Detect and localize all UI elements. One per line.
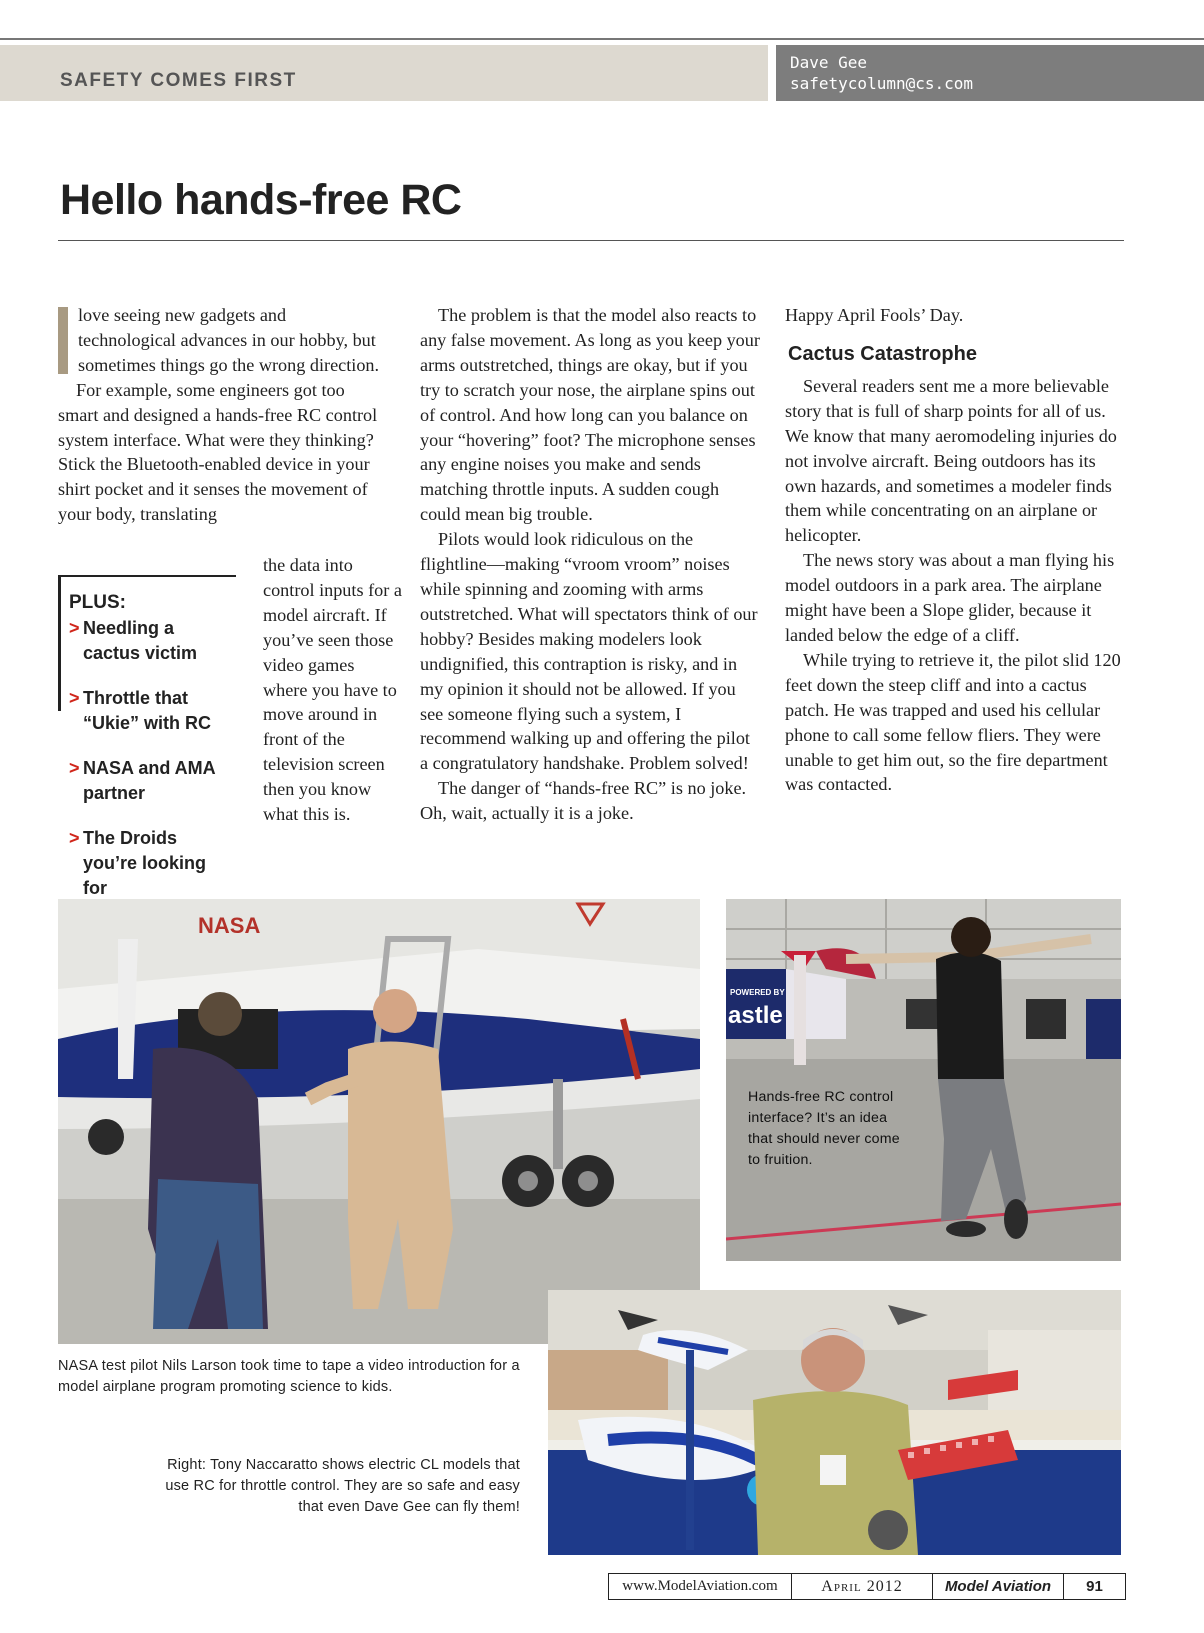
arrow-icon: > [69, 688, 80, 708]
page-footer [608, 1573, 1126, 1600]
paragraph: While trying to retrieve it, the pilot slid 120 feet down the steep cliff and into a cactus patch. He was trapped and used his cellular phone to call some fellow fliers. They were unable to get him out, so the fire department was contacted. [785, 649, 1121, 795]
plus-item[interactable] [69, 686, 239, 736]
banner-castle-logo: astle [728, 1002, 783, 1029]
plus-item-label: NASA and AMA partner [83, 758, 215, 803]
arrow-icon: > [69, 758, 80, 778]
paragraph: Pilots would look ridiculous on the flightline—making “vroom vroom” noises while spinning and zooming with arms outstretched. What will spectators think of our hobby? Besides making modelers look undignified, this contraption is risky, and in my opinion it should not be allowed. If you see someone flying such a system, I recommend walking up and offering the pilot a congratulatory handshake. Problem solved! [420, 529, 758, 774]
footer-magazine: Model Aviation [933, 1574, 1064, 1599]
body-column-3 [785, 303, 1125, 797]
paragraph: Several readers sent me a more believable story that is full of sharp points for all of us. We know that many aeromodeling injuries do not involve aircraft. Being outdoors has its own hazards, and sometimes a modeler finds them while concentrating on an airplane or helicopter. [785, 375, 1117, 546]
plus-box-top-rule [58, 575, 236, 577]
plus-item[interactable] [69, 756, 239, 806]
paragraph: The news story was about a man flying his model outdoors in a park area. The airplane might have been a Slope glider, because it landed below the edge of a cliff. [785, 550, 1115, 645]
paragraph: For example, some engineers got too smart and designed a hands-free RC control system interface. What were they thinking? Stick the Bluetooth-enabled device in your shirt pocket and it senses the movement of your body, translating [58, 379, 378, 525]
photo-nasa-logo: NASA [198, 913, 261, 938]
body-column-2 [420, 303, 762, 826]
headline-rule [58, 240, 1124, 241]
caption-nasa: NASA test pilot Nils Larson took time to tape a video introduction for a model airplane program promoting science to kids. [58, 1358, 520, 1395]
arrow-icon: > [69, 618, 80, 638]
subhead: Cactus Catastrophe [788, 342, 977, 365]
plus-box-title: PLUS: [69, 592, 126, 613]
paragraph: The problem is that the model also reacts to any false movement. As long as you keep your arms outstretched, things are okay, but if you try to scratch your nose, the airplane spins out of control. And how long can you balance on your “hovering” foot? The microphone senses any engine noises you make and sends matching throttle inputs. A sudden cough could mean big trouble. [420, 305, 760, 525]
author-box [776, 45, 1204, 101]
photo-nasa-hangar [58, 899, 700, 1344]
author-email[interactable]: safetycolumn@cs.com [790, 74, 974, 93]
plus-item-label: Throttle that “Ukie” with RC [83, 688, 212, 733]
paragraph: The danger of “hands-free RC” is no joke. Oh, wait, actually it is a joke. [420, 778, 747, 824]
paragraph: love seeing new gadgets and technological advances in our hobby, but sometimes things go the wrong direction. [78, 305, 380, 375]
footer-url[interactable]: www.ModelAviation.com [609, 1574, 792, 1599]
banner-powered-by: POWERED BY [730, 988, 785, 997]
paragraph: the data into control inputs for a model aircraft. If you’ve seen those video games where you have to move around in front of the television screen then you know what this is. [263, 555, 402, 825]
plus-item-label: The Droids you’re looking for [83, 828, 207, 898]
plus-item[interactable] [69, 616, 239, 666]
top-rule [0, 38, 1204, 40]
body-column-1-continued [263, 553, 403, 827]
caption-tony: Right: Tony Naccaratto shows electric CL models that use RC for throttle control. They are so safe and easy that even Dave Gee can fly them! [165, 1457, 520, 1515]
footer-page-number: 91 [1086, 1578, 1103, 1595]
photo-tony-illustration [548, 1290, 1121, 1555]
plus-box-side-rule [58, 575, 61, 711]
paragraph: Happy April Fools’ Day. [785, 305, 964, 325]
arrow-icon: > [69, 828, 80, 848]
photo-nasa-hangar-illustration [58, 899, 700, 1344]
photo-tony-cl-models [548, 1290, 1121, 1555]
plus-item-label: Needling a cactus victim [83, 618, 198, 663]
body-column-1 [58, 303, 388, 527]
section-label: SAFETY COMES FIRST [60, 70, 297, 91]
author-name: Dave Gee [790, 53, 868, 72]
dropcap-i [58, 307, 68, 374]
footer-date: April 2012 [792, 1574, 933, 1599]
photo-hands-free-illustration [726, 899, 1121, 1261]
headline: Hello hands-free RC [60, 176, 462, 224]
caption-hands-free: Hands-free RC control interface? It’s an idea that should never come to fruition. [748, 1089, 900, 1168]
plus-item[interactable] [69, 826, 239, 901]
photo-hands-free-pilot [726, 899, 1121, 1261]
